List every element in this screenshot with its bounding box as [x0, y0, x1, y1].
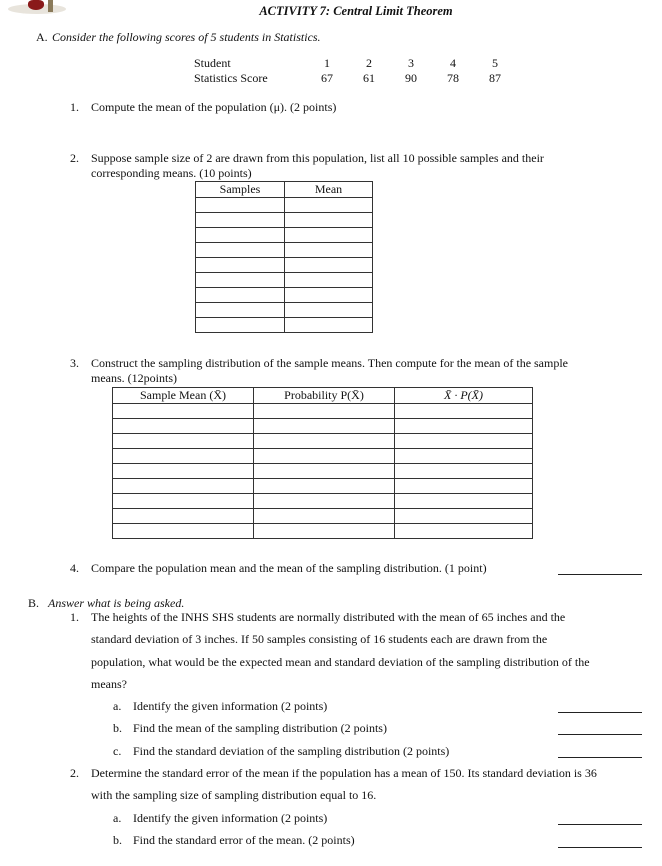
mean-cell[interactable] [285, 243, 373, 258]
sample-cell[interactable] [196, 273, 285, 288]
sample-mean-cell[interactable] [113, 419, 254, 434]
page-title: ACTIVITY 7: Central Limit Theorem [259, 4, 453, 18]
mean-cell[interactable] [285, 318, 373, 333]
score-4: 78 [447, 71, 459, 85]
score-3: 90 [405, 71, 417, 85]
b2b-text: Find the standard error of the mean. (2 points) [133, 833, 355, 847]
sample-cell[interactable] [196, 243, 285, 258]
sample-cell[interactable] [196, 303, 285, 318]
student-2: 2 [366, 56, 372, 70]
header-samples: Samples [196, 182, 285, 198]
probability-cell[interactable] [254, 434, 395, 449]
section-b-instruction: Answer what is being asked. [48, 596, 185, 610]
row-label-student: Student [194, 56, 231, 70]
score-2: 61 [363, 71, 375, 85]
q2-line1: Suppose sample size of 2 are drawn from this population, list all 10 possible samples and their [91, 151, 544, 165]
sample-cell[interactable] [196, 318, 285, 333]
answer-blank-b1c[interactable] [558, 757, 642, 758]
probability-cell[interactable] [254, 494, 395, 509]
b1-line: standard deviation of 3 inches. If 50 samples consisting of 16 students each are drawn from the [91, 632, 548, 646]
scores-table [194, 56, 516, 86]
q3-number: 3. [70, 356, 79, 370]
sample-mean-cell[interactable] [113, 509, 254, 524]
product-cell[interactable] [395, 434, 533, 449]
header-product: X̄ · P(X̄) [395, 388, 533, 404]
sample-mean-cell[interactable] [113, 524, 254, 539]
header-sample-mean: Sample Mean (X̄) [113, 388, 254, 404]
mean-cell[interactable] [285, 228, 373, 243]
q1-text: Compute the mean of the population (μ). (2 points) [91, 100, 337, 114]
student-1: 1 [324, 56, 330, 70]
answer-blank-b2b[interactable] [558, 847, 642, 848]
q4-number: 4. [70, 561, 79, 575]
samples-table [195, 181, 373, 333]
sample-mean-cell[interactable] [113, 404, 254, 419]
b2a-letter: a. [113, 811, 122, 825]
mean-cell[interactable] [285, 273, 373, 288]
section-a-instruction: Consider the following scores of 5 students in Statistics. [52, 30, 321, 44]
student-5: 5 [492, 56, 498, 70]
b1c-letter: c. [113, 744, 122, 758]
sampling-distribution-table [112, 387, 533, 539]
product-cell[interactable] [395, 494, 533, 509]
header-mean: Mean [285, 182, 373, 198]
b2b-letter: b. [113, 833, 122, 847]
sample-mean-cell[interactable] [113, 464, 254, 479]
student-4: 4 [450, 56, 456, 70]
q3-line2: means. (12points) [91, 371, 177, 385]
product-cell[interactable] [395, 419, 533, 434]
section-b-label: B. [28, 596, 40, 610]
answer-blank-b1b[interactable] [558, 734, 642, 735]
sample-mean-cell[interactable] [113, 479, 254, 494]
q2-number: 2. [70, 151, 79, 165]
product-cell[interactable] [395, 464, 533, 479]
answer-blank-q4[interactable] [558, 574, 642, 575]
b2-line: Determine the standard error of the mean if the population has a mean of 150. Its standard deviation is 36 [91, 766, 597, 780]
b1b-letter: b. [113, 721, 122, 735]
q2-line2: corresponding means. (10 points) [91, 166, 252, 180]
sample-cell[interactable] [196, 198, 285, 213]
answer-blank-b1a[interactable] [558, 712, 642, 713]
section-a-label: A. [36, 30, 48, 44]
product-cell[interactable] [395, 479, 533, 494]
sample-cell[interactable] [196, 258, 285, 273]
b1a-text: Identify the given information (2 points) [133, 699, 328, 713]
sample-cell[interactable] [196, 228, 285, 243]
answer-blank-b2a[interactable] [558, 824, 642, 825]
b1-line: population, what would be the expected mean and standard deviation of the sampling distribution of the [91, 655, 590, 669]
header-probability: Probability P(X̄) [254, 388, 395, 404]
q1-number: 1. [70, 100, 79, 114]
probability-cell[interactable] [254, 524, 395, 539]
probability-cell[interactable] [254, 404, 395, 419]
b2a-text: Identify the given information (2 points) [133, 811, 328, 825]
probability-cell[interactable] [254, 449, 395, 464]
mean-cell[interactable] [285, 213, 373, 228]
b1c-text: Find the standard deviation of the sampling distribution (2 points) [133, 744, 450, 758]
score-5: 87 [489, 71, 501, 85]
b1a-letter: a. [113, 699, 122, 713]
product-cell[interactable] [395, 449, 533, 464]
sample-cell[interactable] [196, 213, 285, 228]
mean-cell[interactable] [285, 288, 373, 303]
probability-cell[interactable] [254, 479, 395, 494]
mean-cell[interactable] [285, 198, 373, 213]
score-1: 67 [321, 71, 333, 85]
b1-number: 1. [70, 610, 79, 624]
b1b-text: Find the mean of the sampling distribution (2 points) [133, 721, 387, 735]
q3-line1: Construct the sampling distribution of the sample means. Then compute for the mean of the sample [91, 356, 569, 370]
probability-cell[interactable] [254, 464, 395, 479]
product-cell[interactable] [395, 509, 533, 524]
mean-cell[interactable] [285, 258, 373, 273]
sample-mean-cell[interactable] [113, 449, 254, 464]
sample-mean-cell[interactable] [113, 434, 254, 449]
b2-line: with the sampling size of sampling distribution equal to 16. [91, 788, 377, 802]
product-cell[interactable] [395, 524, 533, 539]
mean-cell[interactable] [285, 303, 373, 318]
probability-cell[interactable] [254, 419, 395, 434]
product-cell[interactable] [395, 404, 533, 419]
q4-text: Compare the population mean and the mean of the sampling distribution. (1 point) [91, 561, 487, 575]
sample-cell[interactable] [196, 288, 285, 303]
row-label-score: Statistics Score [194, 71, 268, 85]
student-3: 3 [408, 56, 414, 70]
probability-cell[interactable] [254, 509, 395, 524]
sample-mean-cell[interactable] [113, 494, 254, 509]
b1-line: means? [91, 677, 127, 691]
b2-number: 2. [70, 766, 79, 780]
b1-line: The heights of the INHS SHS students are normally distributed with the mean of 65 inches and the [91, 610, 566, 624]
